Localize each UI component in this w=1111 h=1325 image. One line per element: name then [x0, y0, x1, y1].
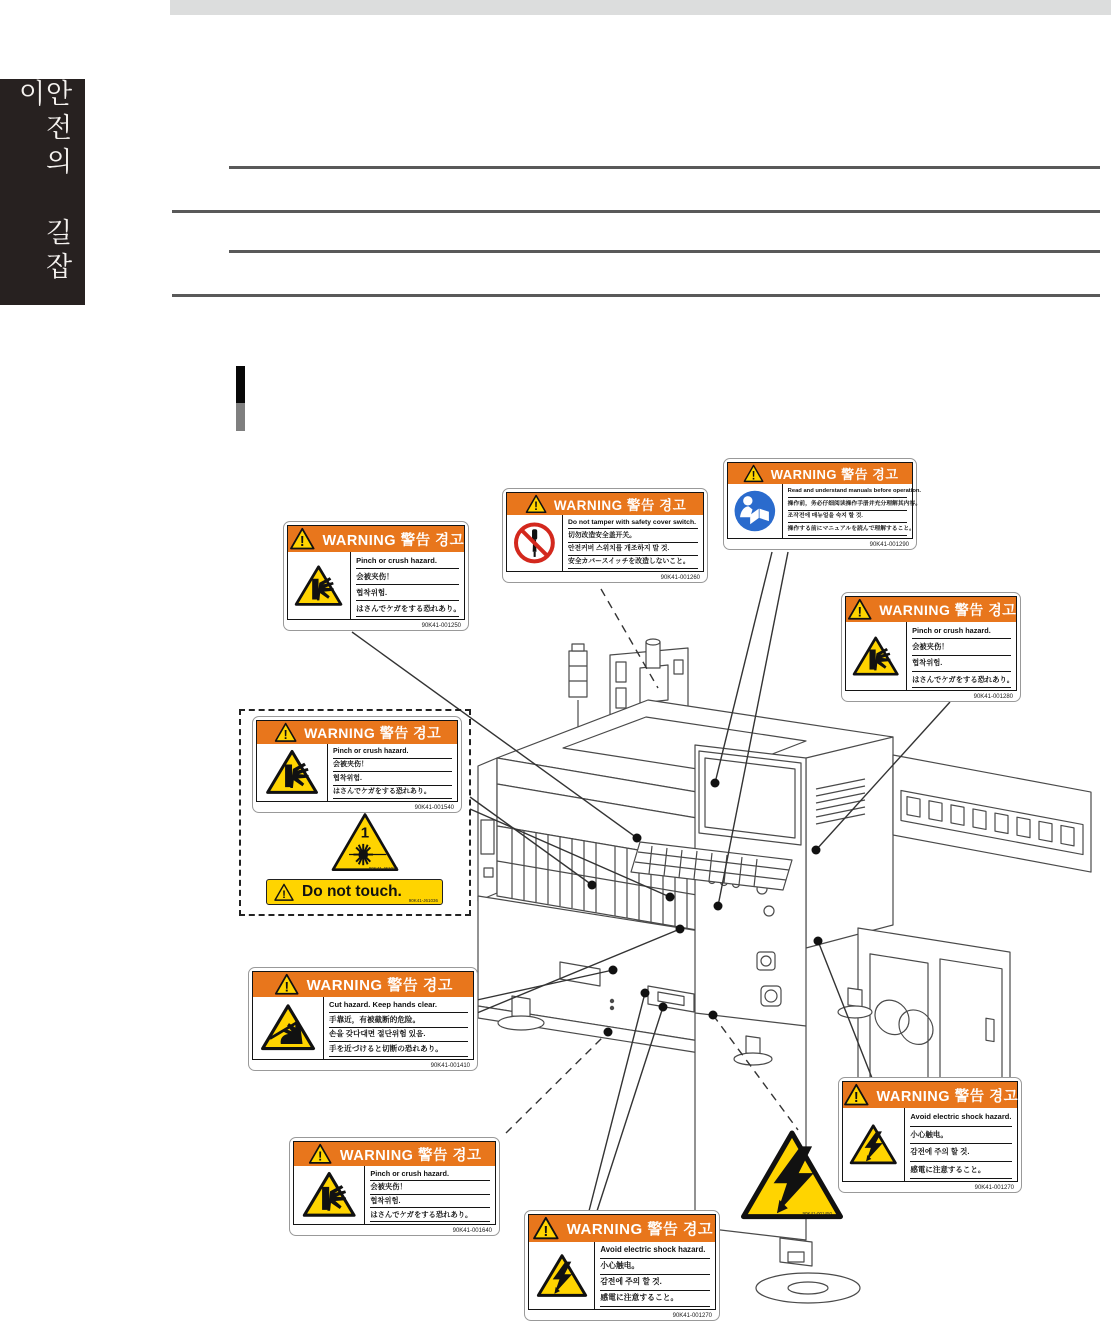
label-part-number: 90K41-001640: [452, 1228, 492, 1234]
label-line-en: Pinch or crush hazard.: [333, 745, 452, 759]
label-header: [846, 597, 1016, 622]
label-line-ja: はさんでケガをする恐れあり。: [333, 786, 452, 800]
label-lines: [783, 484, 922, 538]
label-header-text: WARNING 警告 경고: [876, 1088, 1019, 1105]
label-line-zh: 会被夹伤！: [912, 639, 1011, 655]
label-body: [529, 1242, 715, 1309]
label-line-ko: 조작전에 매뉴얼을 숙지 할 것.: [788, 511, 907, 524]
label-body: [257, 744, 457, 801]
label-lines: [328, 744, 457, 801]
label-body: [728, 484, 922, 538]
warning-triangle-icon: [273, 722, 298, 743]
pinch-hazard-icon: [257, 744, 328, 801]
label-line-zh: 小心触电。: [600, 1259, 710, 1275]
warning-label-shock-right: [838, 1077, 1022, 1193]
label-frame: [727, 462, 922, 539]
label-header-text: WARNING 警告 경고: [770, 467, 899, 482]
label-header-text: WARNING 警告 경고: [306, 977, 453, 994]
label-header-text: WARNING 警告 경고: [566, 1221, 713, 1238]
label-header-text: WARNING 警告 경고: [553, 498, 687, 513]
label-line-zh: 会被夹伤！: [356, 569, 459, 585]
label-line-en: Cut hazard. Keep hands clear.: [329, 998, 468, 1013]
pinch-hazard-icon: [288, 552, 351, 619]
chapter-side-tab-label: 안전의 길잡이: [14, 79, 72, 286]
laser-class-label: [326, 811, 404, 875]
do-not-touch-label: [266, 879, 443, 905]
label-header-text: WARNING 警告 경고: [322, 532, 465, 549]
label-line-ja: 感電に注意すること。: [910, 1162, 1012, 1180]
label-header: [529, 1215, 715, 1242]
label-line-ja: 感電に注意すること。: [600, 1291, 710, 1307]
label-line-ko: 협착위험.: [356, 585, 459, 601]
label-header: [507, 493, 703, 515]
label-header: [257, 721, 457, 744]
label-body: [843, 1108, 1017, 1181]
pinch-hazard-icon: [294, 1166, 365, 1224]
warning-triangle-icon: [846, 598, 874, 621]
label-line-zh: 切勿改造安全盖开关。: [568, 529, 698, 542]
warning-triangle-icon: [842, 1083, 871, 1107]
label-line-ja: 安全カバースイッチを改造しないこと。: [568, 556, 698, 569]
warning-triangle-icon: [742, 464, 765, 483]
label-body: [288, 552, 464, 619]
label-header: [253, 972, 473, 997]
label-line-ko: 손을 갖다대면 절단위험 있음.: [329, 1028, 468, 1043]
warning-triangle-icon: [524, 494, 548, 514]
warning-label-pinch-right: [841, 592, 1021, 702]
label-line-ja: はさんでケガをする恐れあり。: [370, 1208, 490, 1222]
label-frame: [528, 1214, 716, 1310]
electric-shock-icon: [529, 1242, 595, 1309]
label-line-ko: 협착위험.: [370, 1195, 490, 1209]
label-part-number: 90K41-001280: [973, 694, 1013, 700]
warning-triangle-icon: [273, 883, 295, 902]
laser-class-number: 1: [360, 824, 370, 842]
label-frame: [506, 492, 704, 572]
label-line-ko: 감전에 주의 할 것.: [910, 1144, 1012, 1162]
label-line-ja: はさんでケガをする恐れあり。: [356, 601, 459, 617]
label-body: [253, 997, 473, 1059]
label-frame: [287, 525, 465, 620]
label-lines: [563, 515, 703, 571]
label-part-number: 90K41-001450: [802, 1211, 832, 1216]
label-line-ko: 안전커버 스위치를 개조하지 말 것.: [568, 543, 698, 556]
label-frame: [252, 971, 474, 1060]
label-body: [294, 1166, 495, 1224]
warning-label-shock-bottom: [524, 1210, 720, 1321]
label-frame: [845, 596, 1017, 691]
label-line-zh: 会被夹伤！: [333, 759, 452, 773]
label-lines: [595, 1242, 715, 1309]
label-part-number: 90K41-001410: [430, 1063, 470, 1069]
label-header-text: WARNING 警告 경고: [304, 724, 442, 741]
label-header-text: WARNING 警告 경고: [879, 601, 1017, 618]
read-manual-icon: [728, 484, 783, 538]
label-line-zh: 小心触电。: [910, 1127, 1012, 1145]
label-line-en: Do not tamper with safety cover switch.: [568, 516, 698, 529]
label-line-zh: 手靠近，有被截断的危险。: [329, 1013, 468, 1028]
label-line-en: Pinch or crush hazard.: [370, 1167, 490, 1181]
electric-hazard-triangle-label: [738, 1128, 846, 1225]
label-body: [846, 622, 1016, 690]
label-line-ko: 감전에 주의 할 것.: [600, 1275, 710, 1291]
label-part-number: 90K41-J61036: [408, 898, 438, 903]
warning-label-pinch-top-left: [283, 521, 469, 631]
label-line-zh: 会被夹伤！: [370, 1181, 490, 1195]
cut-hazard-icon: [253, 997, 324, 1059]
label-frame: [842, 1081, 1018, 1182]
label-line-en: Avoid electric shock hazard.: [910, 1109, 1012, 1127]
label-part-number: 90K41-001540: [414, 805, 454, 811]
warning-label-pinch-bottom: [289, 1137, 500, 1236]
do-not-touch-text: Do not touch.: [302, 883, 402, 900]
label-lines: [351, 552, 464, 619]
label-part-number: 90K41-001270: [974, 1185, 1014, 1191]
warning-triangle-icon: [307, 1143, 333, 1165]
label-line-en: Avoid electric shock hazard.: [600, 1243, 710, 1259]
label-lines: [905, 1108, 1017, 1181]
label-line-ko: 협착위험.: [333, 772, 452, 786]
warning-label-pinch-boxed: [252, 716, 462, 813]
label-header-text: WARNING 警告 경고: [339, 1147, 482, 1164]
warning-triangle-icon: [531, 1216, 561, 1241]
label-part-number: 90K41-J61026: [368, 866, 398, 871]
label-body: [507, 515, 703, 571]
warning-label-cover-switch: [502, 488, 708, 583]
label-line-ja: はさんでケガをする恐れあり。: [912, 672, 1011, 688]
warning-triangle-icon: [273, 973, 301, 996]
label-line-ko: 협착위험.: [912, 656, 1011, 672]
label-part-number: 90K41-001260: [660, 575, 700, 581]
warning-triangle-icon: [288, 527, 317, 551]
label-line-en: Read and understand manuals before operation.: [788, 485, 907, 498]
label-header: [294, 1142, 495, 1166]
label-line-ja: 手を近づけると切断の恐れあり。: [329, 1042, 468, 1057]
label-line-en: Pinch or crush hazard.: [912, 623, 1011, 639]
label-lines: [365, 1166, 495, 1224]
electric-shock-icon: [843, 1108, 905, 1181]
label-header: [843, 1082, 1017, 1108]
no-tamper-icon: [507, 515, 563, 571]
label-part-number: 90K41-001270: [672, 1313, 712, 1319]
label-lines: [324, 997, 473, 1059]
label-part-number: 90K41-001290: [869, 542, 909, 548]
warning-label-cut-hazard: [248, 967, 478, 1071]
label-frame: [293, 1141, 496, 1225]
label-line-en: Pinch or crush hazard.: [356, 553, 459, 569]
label-frame: [256, 720, 458, 802]
label-header: [728, 463, 912, 484]
label-header: [288, 526, 464, 552]
label-part-number: 90K41-001250: [421, 623, 461, 629]
warning-label-read-manuals: [723, 458, 922, 550]
label-lines: [907, 622, 1016, 690]
label-line-zh: 操作前，务必仔细阅读操作手册并充分理解其内容。: [788, 498, 907, 511]
pinch-hazard-icon: [846, 622, 907, 690]
label-line-ja: 操作する前にマニュアルを読んで理解すること。: [788, 523, 907, 536]
